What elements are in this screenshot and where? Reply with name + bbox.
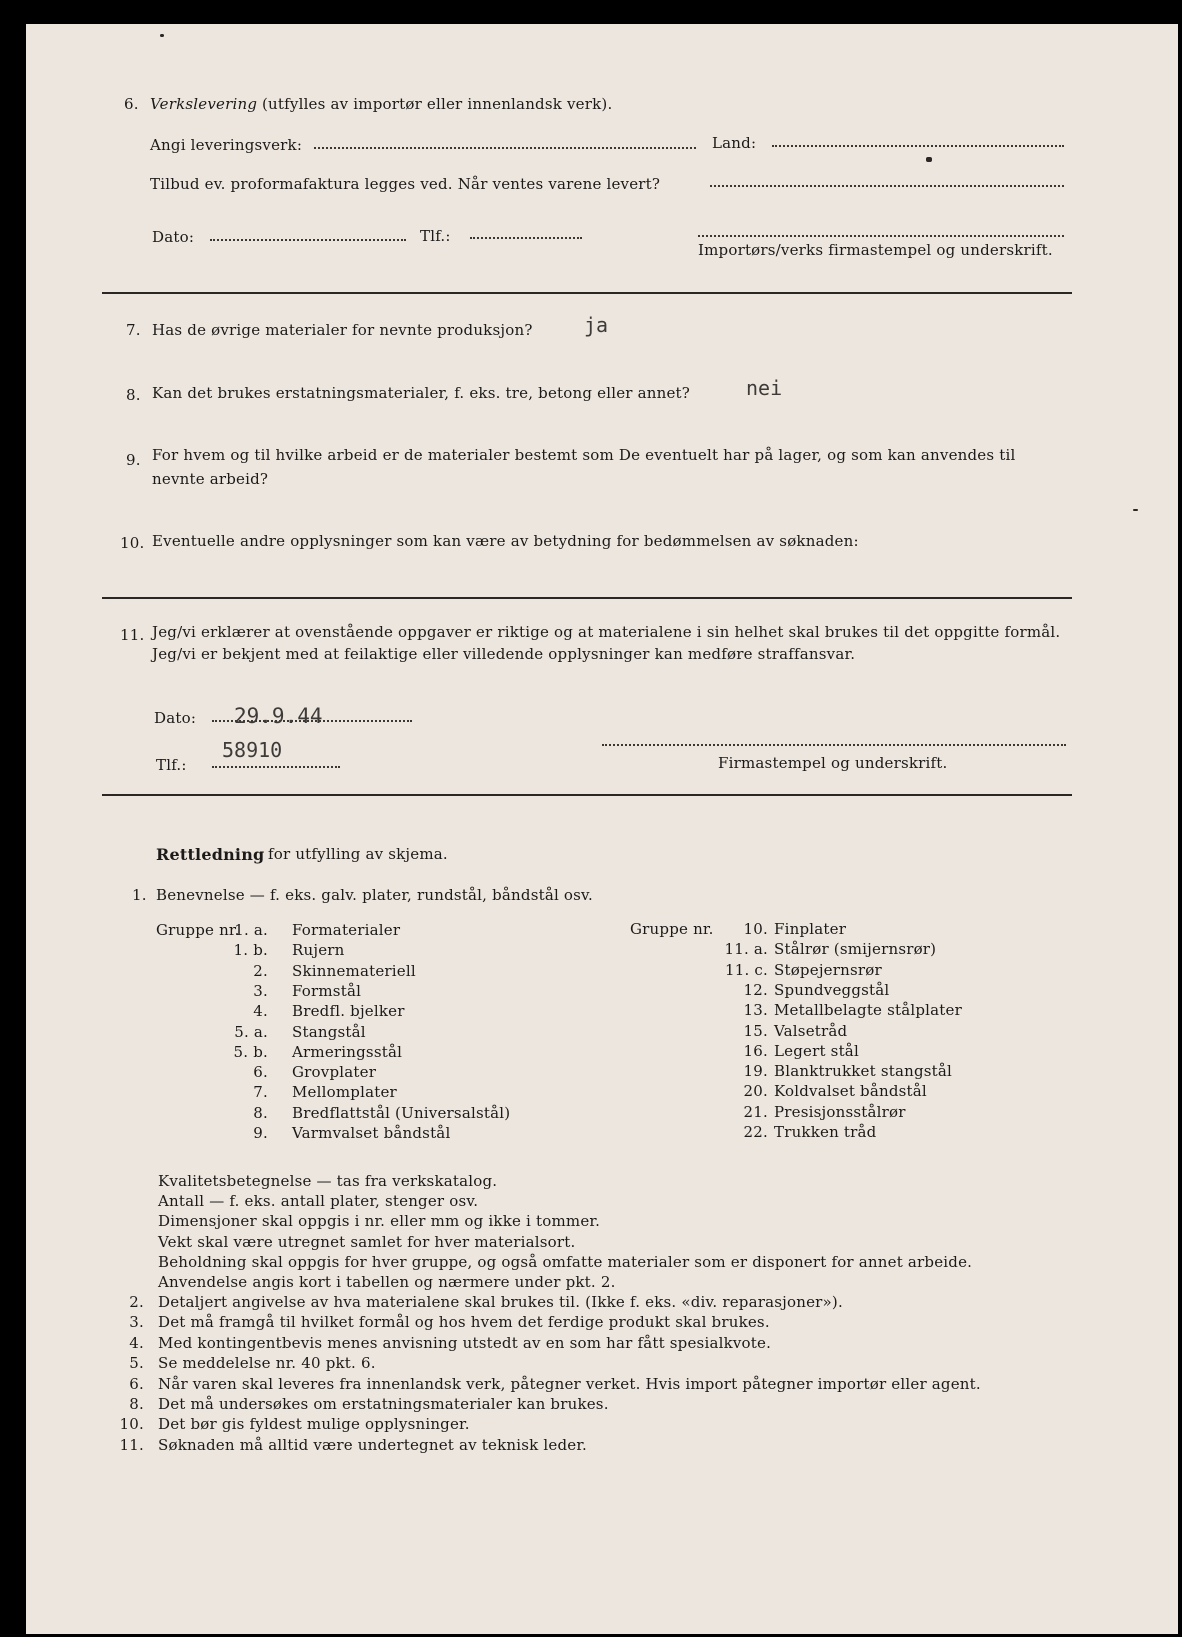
section-11-dato-value: 29.9.44 <box>234 704 323 728</box>
section-11-signature-caption: Firmastempel og underskrift. <box>718 754 948 772</box>
section-7-answer: ja <box>584 313 609 337</box>
section-9-line-2: nevnte arbeid? <box>152 470 269 488</box>
section-6-number: 6. <box>124 95 139 113</box>
group-number: 9. <box>253 1124 268 1142</box>
group-name: Bredflattstål (Universalstål) <box>292 1103 511 1122</box>
section-10-question: Eventuelle andre opplysninger som kan være av betydning for bedømmelsen av søknaden: <box>152 532 859 550</box>
section-9-number: 9. <box>126 451 141 469</box>
section-6-dato-label: Dato: <box>152 228 195 246</box>
guide-item-text: Detaljert angivelse av hva materialene skal brukes til. (Ikke f. eks. «div. reparasjoner»). <box>158 1293 843 1311</box>
group-number: 5. a. <box>234 1022 268 1041</box>
group-name: Armeringsstål <box>292 1042 403 1061</box>
section-11-tlf-value: 58910 <box>222 738 283 762</box>
section-6-signature-caption: Importørs/verks firmastempel og underskrift. <box>698 241 1053 259</box>
group-name: Legert stål <box>774 1041 859 1060</box>
group-number: 13. <box>743 1001 768 1020</box>
section-7-question: Has de øvrige materialer for nevnte produksjon? <box>152 321 533 339</box>
group-name: Bredfl. bjelker <box>292 1002 405 1021</box>
group-number: 11. c. <box>725 960 768 979</box>
guide-item-number: 10. <box>119 1415 144 1434</box>
group-name: Finplater <box>774 920 847 938</box>
guide-note: Antall — f. eks. antall plater, stenger osv. <box>158 1192 479 1211</box>
section-6-tlf-field[interactable] <box>470 237 582 239</box>
group-name: Spundveggstål <box>774 980 890 999</box>
group-name: Støpejernsrør <box>774 960 882 979</box>
guide-title: Rettledning <box>156 845 265 864</box>
guide-item-text: Når varen skal leveres fra innenlandsk verk, påtegner verket. Hvis import påtegner importør eller agent. <box>158 1374 981 1393</box>
guide-item-text: Det må undersøkes om erstatningsmaterialer kan brukes. <box>158 1395 609 1413</box>
group-name: Grovplater <box>292 1063 377 1082</box>
guide-item-text: Med kontingentbevis menes anvisning utstedt av en som har fått spesialkvote. <box>158 1333 772 1352</box>
group-number: 21. <box>743 1102 768 1121</box>
guide-item-number: 3. <box>129 1313 144 1332</box>
group-number: 1. b. <box>233 941 268 960</box>
group-number: 1. a. <box>234 921 268 939</box>
guide-item-number: 6. <box>129 1374 144 1393</box>
group-name: Skinnemateriell <box>292 961 416 980</box>
section-11-number: 11. <box>120 626 145 644</box>
levering-date-field[interactable] <box>710 185 1064 187</box>
group-number: 15. <box>743 1021 768 1040</box>
divider <box>102 597 1072 599</box>
paper-speck <box>926 157 932 162</box>
section-6-tlf-label: Tlf.: <box>420 227 451 245</box>
section-11-tlf-field[interactable] <box>212 766 340 768</box>
divider <box>102 292 1072 294</box>
section-9-line-1: For hvem og til hvilke arbeid er de materialer bestemt som De eventuelt har på lager, og som kan anvendes til <box>152 446 1016 464</box>
group-number: 8. <box>253 1103 268 1122</box>
levering-question: Tilbud ev. proformafaktura legges ved. Når ventes varene levert? <box>150 175 661 193</box>
gruppe-left-label: Gruppe nr. <box>156 921 240 939</box>
guide-note: Kvalitetsbetegnelse — tas fra verkskatalog. <box>158 1172 498 1190</box>
guide-item-number: 8. <box>129 1395 144 1413</box>
section-11-signature-field[interactable] <box>602 744 1066 746</box>
guide-note: Vekt skal være utregnet samlet for hver materialsort. <box>158 1232 576 1251</box>
group-number: 7. <box>253 1083 268 1102</box>
section-8-number: 8. <box>126 386 141 404</box>
group-name: Rujern <box>292 941 345 960</box>
guide-item-text: Det må framgå til hvilket formål og hos hvem det ferdige produkt skal brukes. <box>158 1313 770 1332</box>
guide-note: Anvendelse angis kort i tabellen og nærmere under pkt. 2. <box>158 1273 616 1291</box>
section-6-subtitle: (utfylles av importør eller innenlandsk verk). <box>262 95 613 113</box>
guide-item-text: Det bør gis fyldest mulige opplysninger. <box>158 1415 470 1434</box>
group-name: Trukken tråd <box>774 1123 877 1141</box>
guide-item-1-number: 1. <box>132 886 147 904</box>
group-name: Formstål <box>292 981 362 1000</box>
paper-speck <box>1133 509 1138 511</box>
group-number: 4. <box>253 1002 268 1021</box>
group-name: Presisjonsstålrør <box>774 1102 906 1121</box>
guide-item-number: 4. <box>129 1333 144 1352</box>
group-name: Mellomplater <box>292 1083 397 1102</box>
group-number: 6. <box>253 1063 268 1082</box>
group-name: Stangstål <box>292 1022 366 1041</box>
guide-item-number: 5. <box>129 1354 144 1373</box>
guide-item-number: 11. <box>119 1435 144 1454</box>
land-label: Land: <box>712 134 757 152</box>
group-name: Valsetråd <box>774 1021 848 1040</box>
declaration-line-2: Jeg/vi er bekjent med at feilaktige eller villedende opplysninger kan medføre straffansvar. <box>152 645 856 663</box>
section-8-answer: nei <box>746 376 783 400</box>
group-name: Stålrør (smijernsrør) <box>774 940 937 959</box>
group-number: 2. <box>253 961 268 980</box>
guide-note: Beholdning skal oppgis for hver gruppe, og også omfatte materialer som er disponert for annet arbeide. <box>158 1252 973 1271</box>
group-name: Metallbelagte stålplater <box>774 1001 962 1020</box>
group-number: 5. b. <box>233 1042 268 1061</box>
section-7-number: 7. <box>126 321 141 339</box>
guide-item-number: 2. <box>129 1293 144 1311</box>
section-6-signature-field[interactable] <box>698 235 1064 237</box>
paper-speck <box>160 34 164 37</box>
section-11-dato-label: Dato: <box>154 709 197 727</box>
guide-item-text: Se meddelelse nr. 40 pkt. 6. <box>158 1354 376 1373</box>
section-6-dato-field[interactable] <box>210 239 406 241</box>
group-number: 19. <box>743 1062 768 1081</box>
guide-item-1-text: Benevnelse — f. eks. galv. plater, rundstål, båndstål osv. <box>156 886 593 904</box>
group-number: 22. <box>743 1123 768 1141</box>
group-name: Blanktrukket stangstål <box>774 1062 953 1081</box>
group-number: 12. <box>743 980 768 999</box>
gruppe-right-label: Gruppe nr. <box>630 920 714 938</box>
group-name: Formaterialer <box>292 921 401 939</box>
guide-subtitle: for utfylling av skjema. <box>268 845 448 863</box>
section-10-number: 10. <box>120 534 145 552</box>
declaration-line-1: Jeg/vi erklærer at ovenstående oppgaver er riktige og at materialene i sin helhet skal brukes til det oppgitte formål. <box>152 623 1061 641</box>
guide-item-text: Søknaden må alltid være undertegnet av teknisk leder. <box>158 1435 588 1454</box>
group-name: Koldvalset båndstål <box>774 1082 927 1101</box>
group-number: 16. <box>743 1041 768 1060</box>
group-number: 10. <box>743 920 768 938</box>
divider <box>102 794 1072 796</box>
land-field[interactable] <box>772 145 1064 147</box>
group-number: 11. a. <box>724 940 768 959</box>
group-number: 3. <box>253 981 268 1000</box>
leveringsverk-field[interactable] <box>314 147 696 149</box>
section-11-tlf-label: Tlf.: <box>156 756 187 774</box>
section-8-question: Kan det brukes erstatningsmaterialer, f. eks. tre, betong eller annet? <box>152 384 691 402</box>
group-number: 20. <box>743 1082 768 1101</box>
leveringsverk-label: Angi leveringsverk: <box>150 136 303 154</box>
group-name: Varmvalset båndstål <box>292 1124 451 1142</box>
guide-note: Dimensjoner skal oppgis i nr. eller mm og ikke i tommer. <box>158 1212 601 1231</box>
section-6-title: Verkslevering <box>150 95 258 113</box>
